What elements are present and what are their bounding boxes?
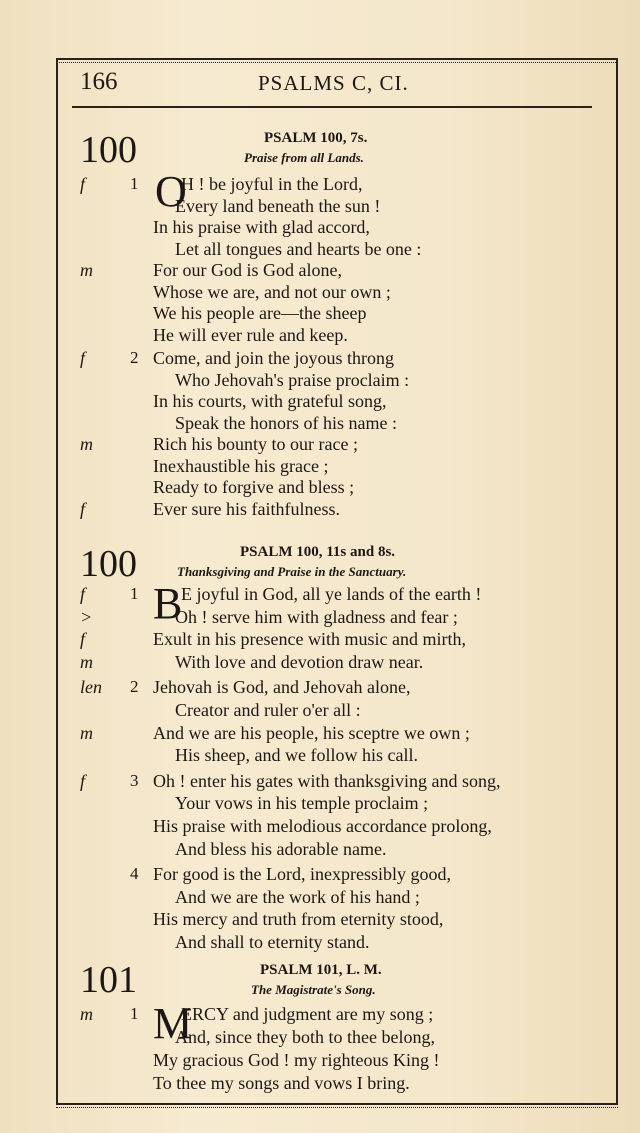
dynamic-marking: m <box>80 723 93 743</box>
hymn-line: Speak the honors of his name : <box>175 413 397 433</box>
dynamic-marking: > <box>80 607 93 627</box>
verse-number: 4 <box>130 864 139 883</box>
hymn-number: 100 <box>80 129 137 171</box>
page-number: 166 <box>80 68 118 95</box>
dynamic-marking: len <box>80 677 102 697</box>
hymn-line: With love and devotion draw near. <box>175 652 424 672</box>
hymn-line: Oh ! serve him with gladness and fear ; <box>175 607 458 627</box>
hymn-line: Come, and join the joyous throng <box>153 348 394 368</box>
hymn-line: Jehovah is God, and Jehovah alone, <box>153 677 411 697</box>
dynamic-marking: m <box>80 260 93 280</box>
hymn-line: His sheep, and we follow his call. <box>175 745 418 765</box>
hymn-line: E joyful in God, all ye lands of the earth ! <box>181 584 482 604</box>
hymn-line: And shall to eternity stand. <box>175 932 370 952</box>
dynamic-marking: m <box>80 434 93 454</box>
hymn-line: ERCY and judgment are my song ; <box>181 1004 434 1024</box>
hymn-line: Every land beneath the sun ! <box>175 196 381 216</box>
hymn-subtitle: Praise from all Lands. <box>244 150 364 165</box>
verse-number: 2 <box>130 348 139 367</box>
dynamic-marking: f <box>80 499 86 519</box>
running-head: PSALMS C, CI. <box>258 71 409 95</box>
hymn-line: And bless his adorable name. <box>175 839 387 859</box>
hymn-line: Rich his bounty to our race ; <box>153 434 358 454</box>
hymn-line: Ready to forgive and bless ; <box>153 477 355 497</box>
dynamic-marking: f <box>80 174 86 194</box>
hymn-title: PSALM 100, 11s and 8s. <box>240 544 396 560</box>
hymn-line: Inexhaustible his grace ; <box>153 456 329 476</box>
hymn-subtitle: The Magistrate's Song. <box>251 982 376 997</box>
verse-number: 1 <box>130 1004 139 1023</box>
page-border-right <box>616 58 618 1103</box>
drop-capital: M <box>153 999 193 1048</box>
hymn-line: Ever sure his faithfulness. <box>153 499 340 519</box>
dynamic-marking: m <box>80 1004 93 1024</box>
hymn-line: My gracious God ! my righteous King ! <box>153 1050 440 1070</box>
hymn-number: 100 <box>80 543 137 585</box>
hymn-title: PSALM 100, 7s. <box>264 130 368 146</box>
hymn-number: 101 <box>80 959 137 1001</box>
hymn-line: Whose we are, and not our own ; <box>153 282 391 302</box>
hymn-line: Creator and ruler o'er all : <box>175 700 361 720</box>
hymn-line: He will ever rule and keep. <box>153 325 348 345</box>
dynamic-marking: f <box>80 348 86 368</box>
hymn-title: PSALM 101, L. M. <box>260 962 382 978</box>
hymn-line: Let all tongues and hearts be one : <box>175 239 422 259</box>
hymn-line: His mercy and truth from eternity stood, <box>153 909 444 929</box>
hymn-line: And we are his people, his sceptre we own ; <box>153 723 470 743</box>
hymn-line: In his praise with glad accord, <box>153 217 370 237</box>
drop-capital: O <box>155 167 187 216</box>
hymn-line: For good is the Lord, inexpressibly good, <box>153 864 451 884</box>
hymn-line: Oh ! enter his gates with thanksgiving and song, <box>153 771 501 791</box>
hymn-line: Your vows in his temple proclaim ; <box>175 793 429 813</box>
hymn-line: We his people are—the sheep <box>153 303 367 323</box>
verse-number: 1 <box>130 174 139 193</box>
verse-number: 3 <box>130 771 139 790</box>
hymn-line: For our God is God alone, <box>153 260 342 280</box>
hymn-line: To thee my songs and vows I bring. <box>153 1073 410 1093</box>
hymn-line: And, since they both to thee belong, <box>175 1027 435 1047</box>
page-border-left <box>56 58 58 1103</box>
dynamic-marking: f <box>80 771 86 791</box>
hymn-line: H ! be joyful in the Lord, <box>181 174 363 194</box>
header-rule <box>72 106 592 108</box>
dynamic-marking: f <box>80 584 86 604</box>
hymn-line: His praise with melodious accordance prolong, <box>153 816 492 836</box>
verse-number: 2 <box>130 677 139 696</box>
hymn-line: Who Jehovah's praise proclaim : <box>175 370 410 390</box>
verse-number: 1 <box>130 584 139 603</box>
hymn-line: In his courts, with grateful song, <box>153 391 387 411</box>
hymn-line: And we are the work of his hand ; <box>175 887 420 907</box>
dynamic-marking: f <box>80 629 86 649</box>
hymn-line: Exult in his presence with music and mirth, <box>153 629 466 649</box>
page-border-bottom <box>56 1103 618 1105</box>
hymn-subtitle: Thanksgiving and Praise in the Sanctuary. <box>177 564 407 579</box>
drop-capital: B <box>153 579 183 628</box>
dynamic-marking: m <box>80 652 93 672</box>
page-border-top <box>56 58 618 60</box>
